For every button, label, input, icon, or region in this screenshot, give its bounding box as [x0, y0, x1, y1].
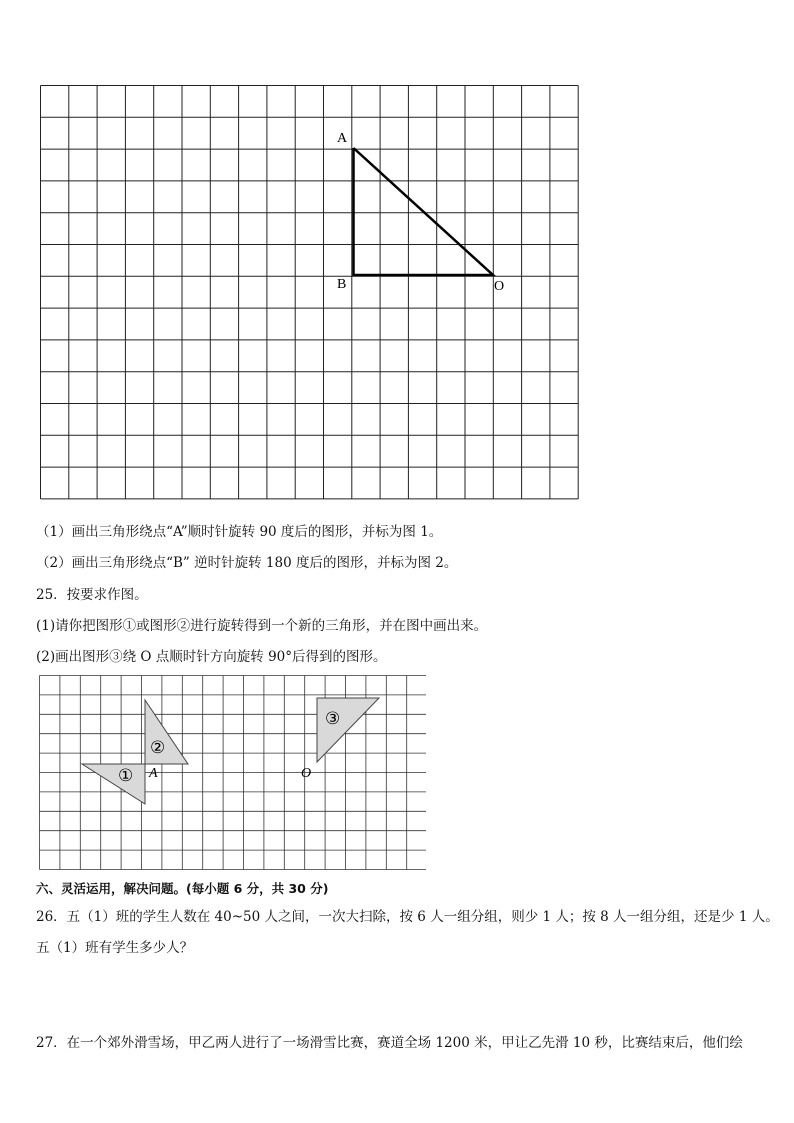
q25-part1: (1)请你把图形①或图形②进行旋转得到一个新的三角形，并在图中画出来。 — [36, 618, 488, 634]
label-o-italic: O — [301, 766, 312, 781]
q25-title: 25．按要求作图。 — [36, 587, 148, 603]
shape-1-triangle — [82, 764, 145, 804]
q25-part2: (2)画出图形③绕 O 点顺时针方向旋转 90°后得到的图形。 — [36, 649, 387, 665]
shape-3-triangle — [317, 698, 379, 762]
q26-line1: 26．五（1）班的学生人数在 40~50 人之间，一次大扫除，按 6 人一组分组，则少 1 人；按 8 人一组分组，还是少 1 人。 — [36, 909, 779, 925]
q27-line1: 27．在一个郊外滑雪场，甲乙两人进行了一场滑雪比赛，赛道全场 1200 米，甲让乙先滑 10 秒，比赛结束后，他们绘 — [36, 1035, 743, 1051]
q24-part1: （1）画出三角形绕点“A”顺时针旋转 90 度后的图形，并标为图 1。 — [36, 524, 443, 540]
grid-figure-2 — [38, 674, 426, 872]
grid-figure-1 — [38, 84, 582, 502]
q26-line2: 五（1）班有学生多少人？ — [36, 940, 194, 956]
shape-2-label: ② — [150, 738, 166, 757]
q24-part2: （2）画出三角形绕点“B” 逆时针旋转 180 度后的图形，并标为图 2。 — [36, 555, 458, 571]
label-a: A — [337, 131, 348, 146]
label-a-italic: A — [149, 766, 158, 781]
label-o: O — [494, 279, 505, 294]
shape-3-label: ③ — [325, 709, 341, 728]
shape-1-label: ① — [118, 766, 134, 785]
triangle-abo — [354, 148, 494, 275]
label-b: B — [337, 277, 347, 292]
section-6-heading: 六、灵活运用，解决问题。(每小题 6 分，共 30 分) — [36, 881, 329, 896]
